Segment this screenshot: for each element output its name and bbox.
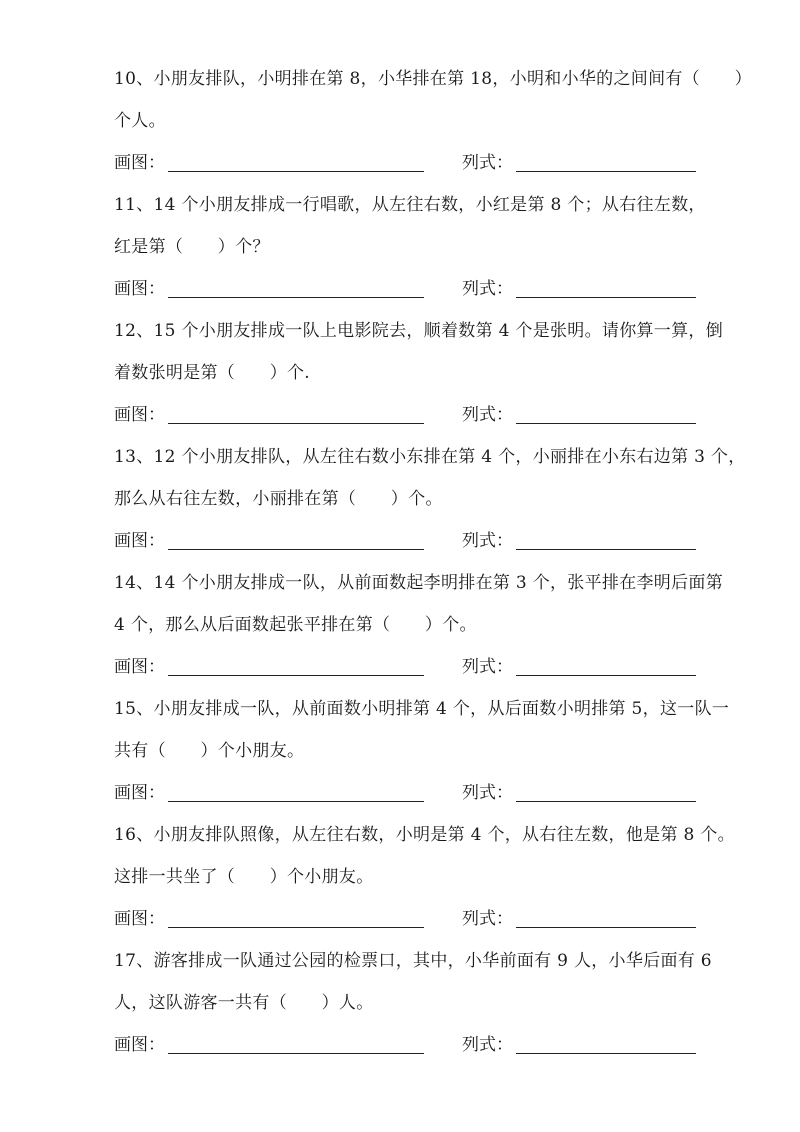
answer-row xyxy=(114,142,774,184)
answer-row xyxy=(114,394,774,436)
answer-row xyxy=(114,520,774,562)
draw-label: 画图： xyxy=(114,405,165,425)
draw-label: 画图： xyxy=(114,909,165,929)
calc-label: 列式： xyxy=(462,153,513,173)
draw-label: 画图： xyxy=(114,531,165,551)
question-13 xyxy=(114,436,774,562)
question-15 xyxy=(114,688,774,814)
question-text-line: 那么从右往左数，小丽排在第（ ）个。 xyxy=(114,489,443,509)
question-14 xyxy=(114,562,774,688)
question-text-line: 人，这队游客一共有（ ）人。 xyxy=(114,993,374,1013)
question-text-line: 17、游客排成一队通过公园的检票口，其中，小华前面有 9 人，小华后面有 6 xyxy=(114,951,712,971)
question-text-line: 16、小朋友排队照像，从左往右数，小明是第 4 个，从右往左数，他是第 8 个。 xyxy=(114,825,735,845)
draw-answer-line[interactable] xyxy=(168,675,424,676)
calc-answer-line[interactable] xyxy=(516,171,696,172)
draw-label: 画图： xyxy=(114,279,165,299)
question-16 xyxy=(114,814,774,940)
draw-answer-line[interactable] xyxy=(168,801,424,802)
calc-answer-line[interactable] xyxy=(516,297,696,298)
calc-label: 列式： xyxy=(462,909,513,929)
draw-label: 画图： xyxy=(114,153,165,173)
question-text-line: 4 个，那么从后面数起张平排在第（ ）个。 xyxy=(114,615,477,635)
answer-row xyxy=(114,772,774,814)
question-text-line: 个人。 xyxy=(114,111,166,131)
calc-label: 列式： xyxy=(462,405,513,425)
calc-answer-line[interactable] xyxy=(516,423,696,424)
calc-answer-line[interactable] xyxy=(516,549,696,550)
calc-label: 列式： xyxy=(462,657,513,677)
question-text-line: 共有（ ）个小朋友。 xyxy=(114,741,305,761)
calc-label: 列式： xyxy=(462,783,513,803)
calc-label: 列式： xyxy=(462,1035,513,1055)
question-text-line: 15、小朋友排成一队，从前面数小明排第 4 个，从后面数小明排第 5，这一队一 xyxy=(114,699,730,719)
answer-row xyxy=(114,646,774,688)
draw-label: 画图： xyxy=(114,783,165,803)
calc-answer-line[interactable] xyxy=(516,675,696,676)
draw-label: 画图： xyxy=(114,1035,165,1055)
draw-answer-line[interactable] xyxy=(168,171,424,172)
calc-answer-line[interactable] xyxy=(516,801,696,802)
calc-label: 列式： xyxy=(462,279,513,299)
question-text-line: 红是第（ ）个？ xyxy=(114,237,270,257)
draw-answer-line[interactable] xyxy=(168,549,424,550)
draw-label: 画图： xyxy=(114,657,165,677)
question-text-line: 11、14 个小朋友排成一行唱歌，从左往右数，小红是第 8 个；从右往左数， xyxy=(114,195,706,215)
answer-row xyxy=(114,1024,774,1066)
question-text-line: 着数张明是第（ ）个. xyxy=(114,363,311,383)
question-text-line: 这排一共坐了（ ）个小朋友。 xyxy=(114,867,374,887)
draw-answer-line[interactable] xyxy=(168,297,424,298)
answer-row xyxy=(114,268,774,310)
draw-answer-line[interactable] xyxy=(168,1053,424,1054)
draw-answer-line[interactable] xyxy=(168,927,424,928)
question-text-line: 10、小朋友排队，小明排在第 8，小华排在第 18，小明和小华的之间间有（ ） xyxy=(114,69,752,89)
calc-label: 列式： xyxy=(462,531,513,551)
question-10 xyxy=(114,58,774,184)
question-12 xyxy=(114,310,774,436)
question-text-line: 12、15 个小朋友排成一队上电影院去，顺着数第 4 个是张明。请你算一算，倒 xyxy=(114,321,723,341)
answer-row xyxy=(114,898,774,940)
question-text-line: 14、14 个小朋友排成一队，从前面数起李明排在第 3 个，张平排在李明后面第 xyxy=(114,573,723,593)
calc-answer-line[interactable] xyxy=(516,1053,696,1054)
calc-answer-line[interactable] xyxy=(516,927,696,928)
question-11 xyxy=(114,184,774,310)
draw-answer-line[interactable] xyxy=(168,423,424,424)
question-text-line: 13、12 个小朋友排队，从左往右数小东排在第 4 个，小丽排在小东右边第 3 个， xyxy=(114,447,746,467)
question-17 xyxy=(114,940,774,1066)
